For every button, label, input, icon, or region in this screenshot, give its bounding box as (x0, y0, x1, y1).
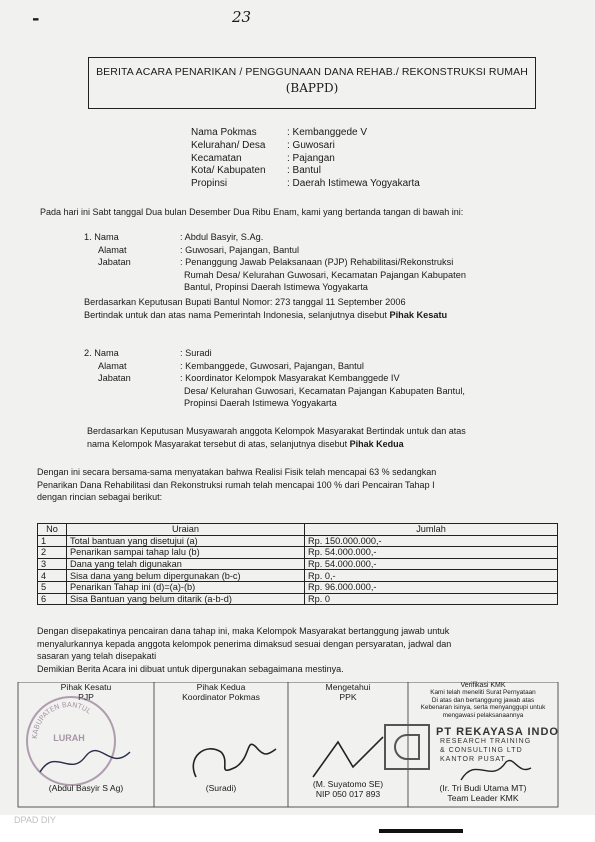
info-row (191, 127, 420, 140)
statement-line: Penarikan Dana Rehabilitasi dan Rekonstruksi rumah telah mencapai 100 % dari Pencairan Tahap I (37, 479, 435, 490)
party-one-act-text: Bertindak untuk dan atas nama Pemerintah Indonesia, selanjutnya disebut (84, 309, 390, 320)
signature-ppk (288, 682, 408, 799)
party-one-name: : Abdul Basyir, S.Ag. (180, 232, 264, 242)
party-two-position-cont: Propinsi Daerah Istimewa Yogyakarta (184, 398, 337, 409)
company-tagline: RESEARCH TRAINING (440, 738, 532, 745)
field-label: Jabatan (98, 257, 131, 268)
cell-no: 3 (38, 558, 67, 570)
stamp-ring-text: KABUPATEN BANTUL (30, 700, 93, 740)
party-one-position-cont: Rumah Desa/ Kelurahan Guwosari, Kecamatan Pajangan Kabupaten (184, 269, 466, 280)
verification-note: Kami telah meneliti Surat Pernyataan (430, 689, 536, 697)
signatory-name: (M. Suyatomo SE) (312, 779, 384, 789)
signatory-role: Verifikasi KMK (460, 682, 506, 689)
title-box (88, 57, 536, 109)
closing-line: sasaran yang telah disepakati (37, 651, 157, 662)
info-label: Kelurahan/ Desa (191, 139, 266, 151)
cell-jumlah: Rp. 150.000.000,- (305, 535, 558, 547)
verification-note: mengawasi pelaksanaannya (442, 711, 524, 719)
party-two-basis-line: Berdasarkan Keputusan Musyawarah anggota Kelompok Masyarakat Bertindak untuk dan atas (87, 426, 466, 436)
signatory-role: Mengetahui (325, 682, 371, 692)
company-tagline: KANTOR PUSAT (440, 756, 506, 763)
signature-block (16, 682, 560, 812)
info-value: : Bantul (287, 165, 321, 177)
party-one-act (84, 309, 519, 322)
table-row (38, 535, 558, 547)
company-name: PT REKAYASA INDO (436, 726, 559, 738)
cell-no: 2 (38, 547, 67, 559)
company-logo (384, 724, 430, 770)
logo-mark (394, 734, 420, 760)
cell-uraian: Dana yang telah digunakan (67, 558, 305, 570)
signature-scribble-1 (30, 742, 150, 782)
signatory-role: Pihak Kesatu (60, 682, 112, 692)
header-no: No (38, 524, 67, 536)
party-one-basis: Berdasarkan Keputusan Bupati Bantul Nomor: 273 tanggal 11 September 2006 (84, 296, 406, 307)
field-label: Alamat (98, 360, 127, 371)
signature-scribble-4 (456, 750, 536, 790)
table-row (38, 558, 558, 570)
signatory-title: PJP (78, 692, 94, 702)
statement-paragraph (37, 466, 436, 504)
watermark-text: DPAD DIY (14, 815, 56, 825)
header-uraian: Uraian (67, 524, 305, 536)
fund-details-table (37, 523, 558, 605)
bottom-bar (379, 829, 463, 833)
table-row (38, 547, 558, 559)
info-label: Kota/ Kabupaten (191, 165, 266, 177)
signatory-title: Koordinator Pokmas (182, 692, 260, 702)
closing-line: menyalurkannya kepada anggota kelompok penerima dimaksud sesuai dengan persyaratan, jadwal dan (37, 638, 452, 649)
cell-no: 1 (38, 535, 67, 547)
party-two-designation: Pihak Kedua (349, 438, 404, 449)
field-label: 1. Nama (84, 232, 119, 242)
field-label: 2. Nama (84, 348, 119, 358)
verification-note: Di atas dan bertanggung jawab atas (431, 696, 535, 704)
table-row (38, 593, 558, 605)
closing-paragraph (37, 625, 451, 675)
signature-pihak-kedua (154, 682, 288, 793)
party-one-address: : Guwosari, Pajangan, Bantul (180, 244, 299, 255)
cell-uraian: Sisa dana yang belum dipergunakan (b-c) (67, 570, 305, 582)
cell-jumlah: Rp. 54.000.000,- (305, 547, 558, 559)
company-tagline: & CONSULTING LTD (440, 747, 523, 754)
info-value: : Daerah Istimewa Yogyakarta (287, 178, 420, 190)
info-value: : Kembanggede V (287, 127, 368, 138)
info-label: Nama Pokmas (191, 127, 257, 138)
party-one (84, 231, 519, 321)
signatory-title: PPK (339, 692, 357, 702)
field-label: Jabatan (98, 373, 131, 384)
cell-jumlah: Rp. 0,- (305, 570, 558, 582)
page-number: 23 (232, 8, 252, 26)
party-two-address: : Kembanggede, Guwosari, Pajangan, Bantul (180, 360, 364, 371)
document-abbreviation: (BAPPD) (285, 81, 339, 95)
info-row (191, 153, 420, 166)
cell-jumlah: Rp. 96.000.000,- (305, 581, 558, 593)
cell-uraian: Total bantuan yang disetujui (a) (67, 535, 305, 547)
party-one-position: : Penanggung Jawab Pelaksanaan (PJP) Rehabilitasi/Rekonstruksi (180, 257, 454, 268)
party-one-designation: Pihak Kesatu (389, 309, 448, 320)
signatory-position: Team Leader KMK (447, 793, 519, 803)
signatory-name: (Ir. Tri Budi Utama MT) (439, 783, 527, 793)
info-value: : Pajangan (287, 152, 335, 164)
party-two-position: : Koordinator Kelompok Masyarakat Kembanggede IV (180, 373, 400, 384)
info-label: Kecamatan (191, 152, 242, 164)
signatory-name: (Abdul Basyir S Ag) (48, 783, 124, 793)
table-header-row (38, 524, 558, 536)
cell-no: 4 (38, 570, 67, 582)
statement-line: dengan rincian sebagai berikut: (37, 492, 163, 503)
verification-note: Kebenaran isinya, serta menyanggupi untuk (420, 704, 546, 712)
party-one-position-cont: Bantul, Propinsi Daerah Istimewa Yogyakarta (184, 282, 368, 293)
stamp-text: LURAH (53, 733, 85, 743)
cell-jumlah: Rp. 54.000.000,- (305, 558, 558, 570)
cell-no: 5 (38, 581, 67, 593)
party-two-basis-line: nama Kelompok Masyarakat tersebut di atas, selanjutnya disebut (87, 438, 350, 449)
statement-line: Dengan ini secara bersama-sama menyatakan bahwa Realisi Fisik telah mencapai 63 % sedangkan (37, 467, 437, 477)
cell-uraian: Sisa Bantuan yang belum ditarik (a-b-d) (67, 593, 305, 605)
signatory-name: (Suradi) (205, 783, 237, 793)
cell-uraian: Penarikan Tahap ini (d)=(a)-(b) (67, 581, 305, 593)
signatory-nip: NIP 050 017 893 (315, 789, 381, 799)
pokmas-info (191, 127, 420, 191)
header-mark: - (32, 8, 40, 29)
cell-jumlah: Rp. 0 (305, 593, 558, 605)
signature-scribble-2 (176, 727, 286, 787)
closing-line: Dengan disepakatinya pencairan dana tahap ini, maka Kelompok Masyarakat bertanggung jawab untuk (37, 626, 450, 636)
info-value: : Guwosari (287, 139, 335, 151)
closing-line: Demikian Berita Acara ini dibuat untuk dipergunakan sebagaimana mestinya. (37, 663, 344, 674)
intro-paragraph: Pada hari ini Sabt tanggal Dua bulan Desember Dua Ribu Enam, kami yang bertanda tangan di bawah ini: (40, 207, 464, 217)
table-row (38, 570, 558, 582)
party-two (84, 347, 519, 410)
table-row (38, 581, 558, 593)
cell-uraian: Penarikan sampai tahap lalu (b) (67, 547, 305, 559)
info-row (191, 178, 420, 191)
party-two-basis (87, 425, 466, 450)
cell-no: 6 (38, 593, 67, 605)
header-jumlah: Jumlah (305, 524, 558, 536)
field-label: Alamat (98, 244, 127, 255)
party-two-name: : Suradi (180, 348, 212, 358)
signatory-role: Pihak Kedua (196, 682, 246, 692)
document-title: BERITA ACARA PENARIKAN / PENGGUNAAN DANA REHAB./ REKONSTRUKSI RUMAH (96, 66, 528, 78)
party-two-position-cont: Desa/ Kelurahan Guwosari, Kecamatan Pajangan Kabupaten Bantul, (184, 385, 465, 396)
info-row (191, 140, 420, 153)
info-label: Propinsi (191, 178, 228, 190)
info-row (191, 165, 420, 178)
